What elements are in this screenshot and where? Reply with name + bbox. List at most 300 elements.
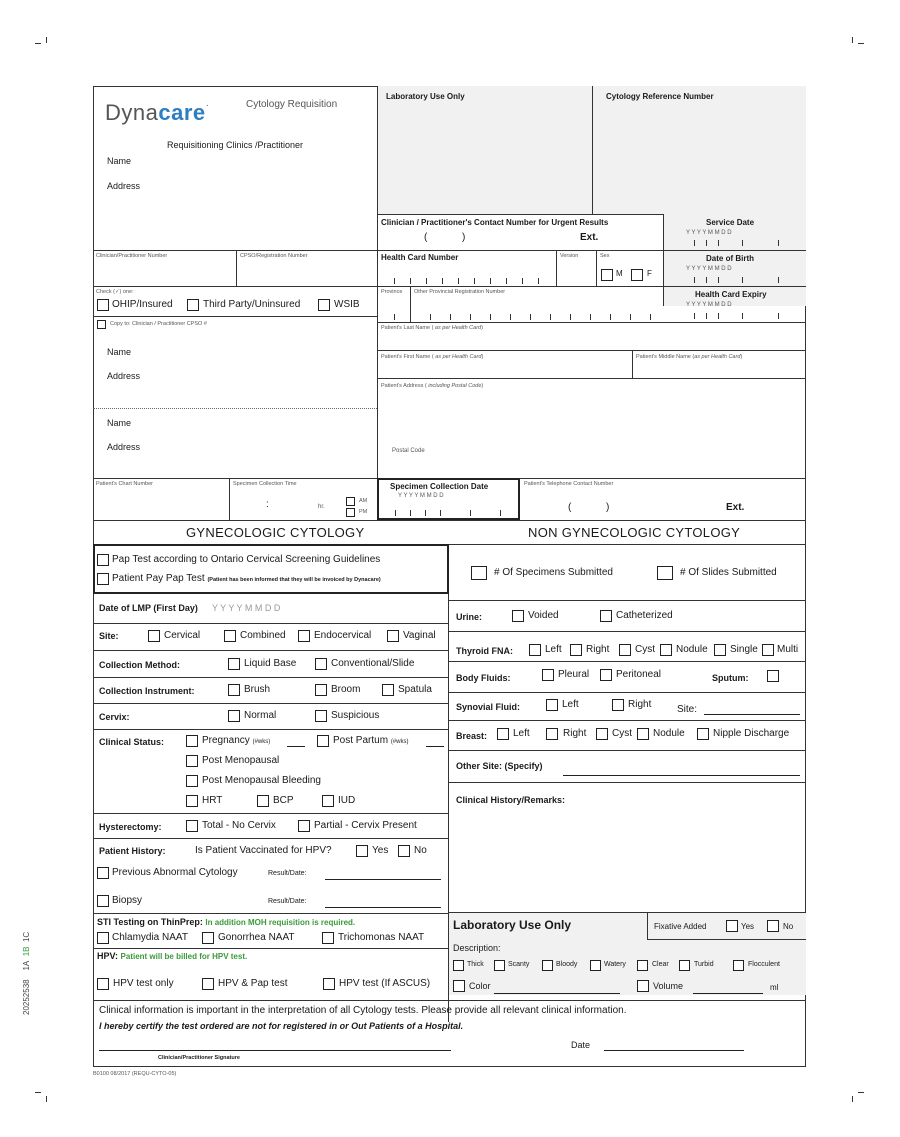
tick	[742, 240, 743, 246]
thyroid-multi-label: Multi	[777, 644, 799, 655]
tick	[610, 314, 611, 320]
thyroid-cyst-label: Cyst	[635, 644, 655, 655]
urgent-paren-close: )	[462, 232, 466, 243]
tick	[410, 510, 411, 516]
divider	[410, 286, 411, 322]
clear-checkbox[interactable]	[637, 960, 648, 971]
broom-checkbox[interactable]	[315, 684, 327, 696]
thyroid-nodule-label: Nodule	[676, 644, 708, 655]
tick	[706, 313, 707, 319]
crop-mark	[858, 1092, 864, 1093]
divider	[236, 250, 237, 286]
combined-checkbox[interactable]	[224, 630, 236, 642]
suspicious-checkbox[interactable]	[315, 710, 327, 722]
divider	[93, 703, 449, 704]
divider	[448, 631, 806, 632]
turbid-checkbox[interactable]	[679, 960, 690, 971]
divider	[93, 913, 449, 914]
tick	[430, 314, 431, 320]
tick	[706, 240, 707, 246]
tick	[440, 510, 441, 516]
collection-time-label: Specimen Collection Time	[233, 481, 297, 487]
hpv-only-checkbox[interactable]	[97, 978, 109, 990]
pm-checkbox[interactable]	[346, 508, 355, 517]
brand-logo: Dynacare·	[105, 100, 210, 125]
sex-f-label: F	[647, 269, 652, 278]
copy-name-label: Name	[107, 347, 132, 357]
ml-label: ml	[770, 983, 779, 992]
am-checkbox[interactable]	[346, 497, 355, 506]
tick	[694, 240, 695, 246]
sex-m-label: M	[616, 269, 623, 278]
watery-label: Watery	[604, 961, 626, 968]
last-name-label: Patient's Last Name ( as per Health Card)	[381, 325, 483, 331]
divider	[93, 286, 806, 287]
hr-label: hr.	[318, 504, 325, 510]
divider	[93, 250, 806, 251]
other-prov-label: Other Provincial Registration Number	[414, 289, 506, 295]
divider	[93, 948, 449, 949]
cervical-label: Cervical	[164, 630, 201, 641]
check-one-label: Check (✓) one:	[96, 289, 134, 295]
wsib-checkbox[interactable]	[318, 299, 330, 311]
total-label: Total - No Cervix	[202, 820, 276, 831]
catheterized-checkbox[interactable]	[600, 610, 612, 622]
normal-checkbox[interactable]	[228, 710, 240, 722]
certify-text: I hereby certify the test ordered are not for registered in or Out Patients of a Hospital.	[99, 1021, 464, 1031]
third-party-checkbox[interactable]	[187, 299, 199, 311]
pap-guidelines-label: Pap Test according to Ontario Cervical Screening Guidelines	[112, 554, 381, 565]
voided-checkbox[interactable]	[512, 610, 524, 622]
bcp-checkbox[interactable]	[257, 795, 269, 807]
cpso-number-label: CPSO/Registration Number	[240, 253, 308, 259]
clinical-history-area[interactable]	[449, 810, 805, 911]
nongyn-heading: NON GYNECOLOGIC CYTOLOGY	[528, 525, 741, 540]
synovial-site-line[interactable]	[704, 714, 800, 715]
post-menopausal-checkbox[interactable]	[186, 755, 198, 767]
hpv-label: HPV: Patient will be billed for HPV test.	[97, 951, 248, 961]
tick	[694, 313, 695, 319]
tick	[650, 314, 651, 320]
vaccinated-label: Is Patient Vaccinated for HPV?	[195, 845, 332, 856]
liquid-base-label: Liquid Base	[244, 658, 297, 669]
dob-label: Date of Birth	[706, 254, 754, 263]
tel-paren-close: )	[606, 502, 610, 513]
vaccinated-yes-checkbox[interactable]	[356, 845, 368, 857]
divider	[448, 720, 806, 721]
form-title: Cytology Requisition	[246, 99, 338, 110]
flocculent-checkbox[interactable]	[733, 960, 744, 971]
hpv-pap-label: HPV & Pap test	[218, 978, 288, 989]
pleural-checkbox[interactable]	[542, 669, 554, 681]
sex-label: Sex	[600, 253, 610, 259]
tick	[506, 278, 507, 284]
crop-mark	[858, 43, 864, 44]
tick	[470, 510, 471, 516]
endocervical-checkbox[interactable]	[298, 630, 310, 642]
divider	[596, 250, 597, 286]
tick	[410, 278, 411, 284]
cervical-checkbox[interactable]	[148, 630, 160, 642]
liquid-base-checkbox[interactable]	[228, 658, 240, 670]
lmp-label: Date of LMP (First Day)	[99, 603, 198, 613]
service-date-label: Service Date	[706, 218, 755, 227]
thyroid-label: Thyroid FNA:	[456, 646, 513, 656]
synovial-label: Synovial Fluid:	[456, 702, 521, 712]
biopsy-checkbox[interactable]	[97, 895, 109, 907]
watery-checkbox[interactable]	[590, 960, 601, 971]
num-slides-box[interactable]	[657, 566, 673, 580]
divider	[93, 520, 806, 521]
thyroid-multi-checkbox[interactable]	[762, 644, 774, 656]
scanty-label: Scanty	[508, 961, 530, 968]
synovial-left-label: Left	[562, 699, 579, 710]
divider	[229, 478, 230, 520]
hrt-checkbox[interactable]	[186, 795, 198, 807]
tick	[394, 314, 395, 320]
date-line[interactable]	[604, 1050, 744, 1051]
cytology-ref-label: Cytology Reference Number	[606, 92, 714, 101]
tick	[742, 313, 743, 319]
divider	[93, 650, 449, 651]
crop-mark	[35, 1092, 41, 1093]
crop-mark	[852, 37, 853, 43]
tick	[425, 510, 426, 516]
divider	[93, 729, 449, 730]
patient-history-label: Patient History:	[99, 846, 166, 856]
copy-to-label: Copy to: Clinician / Practitioner CPSO #	[110, 321, 207, 327]
biopsy-label: Biopsy	[112, 895, 143, 906]
num-specimens-label: # Of Specimens Submitted	[494, 567, 613, 578]
side-code: 20252538 1A 1B 1C	[22, 931, 31, 1015]
divider	[448, 750, 806, 751]
volume-checkbox[interactable]	[637, 980, 649, 992]
thick-label: Thick	[467, 961, 484, 968]
prev-result-date-line[interactable]	[325, 879, 441, 880]
urine-label: Urine:	[456, 612, 483, 622]
breast-right-checkbox[interactable]	[546, 728, 558, 740]
tel-paren-open: (	[568, 502, 572, 513]
crop-mark	[46, 1096, 47, 1102]
tick	[718, 240, 719, 246]
thyroid-single-checkbox[interactable]	[714, 644, 726, 656]
tick	[490, 314, 491, 320]
divider	[377, 350, 806, 351]
tick	[522, 278, 523, 284]
thyroid-cyst-checkbox[interactable]	[619, 644, 631, 656]
divider	[448, 782, 806, 783]
time-colon: :	[266, 499, 269, 510]
tick	[510, 314, 511, 320]
tick	[450, 314, 451, 320]
num-specimens-box[interactable]	[471, 566, 487, 580]
fixative-no-checkbox[interactable]	[767, 920, 779, 932]
vaginal-label: Vaginal	[403, 630, 436, 641]
urgent-ext-label: Ext.	[580, 232, 599, 243]
conventional-label: Conventional/Slide	[331, 658, 415, 669]
hc-expiry-ymd: Y Y Y Y M M D D	[686, 302, 732, 308]
thyroid-left-label: Left	[545, 644, 562, 655]
vaginal-checkbox[interactable]	[387, 630, 399, 642]
other-site-label: Other Site: (Specify)	[456, 761, 543, 771]
voided-label: Voided	[528, 610, 559, 621]
vaccinated-no-checkbox[interactable]	[398, 845, 410, 857]
nipple-checkbox[interactable]	[697, 728, 709, 740]
description-label: Description:	[453, 943, 501, 953]
chlamydia-checkbox[interactable]	[97, 932, 109, 944]
post-meno-bleeding-label: Post Menopausal Bleeding	[202, 775, 321, 786]
cervix-label: Cervix:	[99, 712, 130, 722]
tick	[570, 314, 571, 320]
pap-guidelines-checkbox[interactable]	[97, 554, 109, 566]
chart-number-label: Patient's Chart Number	[96, 481, 153, 487]
urgent-contact-label: Clinician / Practitioner's Contact Number for Urgent Results	[381, 218, 609, 227]
signature-line[interactable]	[99, 1050, 451, 1051]
address-label: Address	[107, 181, 141, 191]
volume-line[interactable]	[693, 993, 763, 994]
peritoneal-label: Peritoneal	[616, 669, 662, 680]
sti-label: STI Testing on ThinPrep: In addition MOH requisition is required.	[97, 917, 356, 927]
divider	[448, 661, 806, 662]
color-line[interactable]	[494, 993, 620, 994]
breast-right-label: Right	[563, 728, 587, 739]
pregnancy-wks-line	[287, 746, 305, 747]
crop-mark	[46, 37, 47, 43]
middle-name-label: Patient's Middle Name (as per Health Card)	[636, 354, 743, 360]
fixative-yes-label: Yes	[741, 922, 755, 931]
brush-label: Brush	[244, 684, 271, 695]
breast-nodule-checkbox[interactable]	[637, 728, 649, 740]
tick	[470, 314, 471, 320]
gonorrhea-checkbox[interactable]	[202, 932, 214, 944]
normal-label: Normal	[244, 710, 277, 721]
trichomonas-checkbox[interactable]	[322, 932, 334, 944]
num-slides-label: # Of Slides Submitted	[680, 567, 777, 578]
brush-checkbox[interactable]	[228, 684, 240, 696]
breast-cyst-checkbox[interactable]	[596, 728, 608, 740]
post-partum-label: Post Partum (#wks)	[333, 735, 409, 746]
copy-to-checkbox[interactable]	[97, 320, 106, 329]
broom-label: Broom	[331, 684, 361, 695]
tick	[778, 277, 779, 283]
service-date-ymd: Y Y Y Y M M D D	[686, 230, 732, 236]
prev-abnormal-label: Previous Abnormal Cytology	[112, 867, 238, 878]
post-partum-checkbox[interactable]	[317, 735, 329, 747]
hysterectomy-label: Hysterectomy:	[99, 822, 162, 832]
thyroid-left-checkbox[interactable]	[529, 644, 541, 656]
third-party-label: Third Party/Uninsured	[203, 299, 301, 310]
clinical-status-label: Clinical Status:	[99, 737, 165, 747]
divider	[556, 250, 557, 286]
tick	[718, 277, 719, 283]
suspicious-label: Suspicious	[331, 710, 380, 721]
sex-m-checkbox[interactable]	[601, 269, 613, 281]
tick	[394, 278, 395, 284]
synovial-site-label: Site:	[677, 704, 698, 715]
copy2-address-label: Address	[107, 442, 141, 452]
tick	[590, 314, 591, 320]
urgent-paren-open: (	[424, 232, 428, 243]
combined-label: Combined	[240, 630, 286, 641]
signature-label: Clinician/Practitioner Signature	[158, 1055, 240, 1061]
copy-address-label: Address	[107, 371, 141, 381]
synovial-right-checkbox[interactable]	[612, 699, 624, 711]
divider	[592, 86, 593, 214]
hpv-only-label: HPV test only	[113, 978, 174, 989]
patient-pay-label: Patient Pay Pap Test (Patient has been informed that they will be invoiced by Dynacare)	[112, 573, 381, 584]
tick	[778, 240, 779, 246]
lab-use-bottom-label: Laboratory Use Only	[453, 918, 572, 932]
color-checkbox[interactable]	[453, 980, 465, 992]
breast-cyst-label: Cyst	[612, 728, 632, 739]
turbid-label: Turbid	[694, 961, 714, 968]
telephone-label: Patient's Telephone Contact Number	[524, 481, 614, 487]
pleural-label: Pleural	[558, 669, 590, 680]
divider	[377, 378, 806, 379]
sputum-checkbox[interactable]	[767, 670, 779, 682]
clinician-number-label: Clinician/Practitioner Number	[96, 253, 168, 259]
tick	[706, 277, 707, 283]
copy2-name-label: Name	[107, 418, 132, 428]
divider	[448, 600, 806, 601]
thyroid-nodule-checkbox[interactable]	[660, 644, 672, 656]
partial-label: Partial - Cervix Present	[314, 820, 417, 831]
tick	[630, 314, 631, 320]
gyn-heading: GYNECOLOGIC CYTOLOGY	[186, 525, 365, 540]
tick	[458, 278, 459, 284]
sputum-label: Sputum:	[712, 673, 749, 683]
clear-label: Clear	[652, 961, 669, 968]
catheterized-label: Catheterized	[616, 610, 673, 621]
breast-nodule-label: Nodule	[653, 728, 685, 739]
thick-checkbox[interactable]	[453, 960, 464, 971]
partial-checkbox[interactable]	[298, 820, 310, 832]
name-label: Name	[107, 156, 132, 166]
lab-use-only-label: Laboratory Use Only	[386, 92, 465, 101]
chlamydia-label: Chlamydia NAAT	[112, 932, 188, 943]
tick	[550, 314, 551, 320]
biopsy-result-date-label: Result/Date:	[268, 898, 307, 905]
divider	[448, 692, 806, 693]
scanty-checkbox[interactable]	[494, 960, 505, 971]
tick	[500, 510, 501, 516]
hpv-pap-checkbox[interactable]	[202, 978, 214, 990]
prev-result-date-label: Result/Date:	[268, 870, 307, 877]
peritoneal-checkbox[interactable]	[600, 669, 612, 681]
color-label: Color	[469, 981, 491, 991]
pregnancy-checkbox[interactable]	[186, 735, 198, 747]
gonorrhea-label: Gonorrhea NAAT	[218, 932, 295, 943]
clinical-info-text: Clinical information is important in the interpretation of all Cytology tests. Please provide all relevant clinical information.	[99, 1005, 627, 1016]
spatula-checkbox[interactable]	[382, 684, 394, 696]
dob-ymd: Y Y Y Y M M D D	[686, 266, 732, 272]
endocervical-label: Endocervical	[314, 630, 372, 641]
breast-label: Breast:	[456, 731, 488, 741]
crop-mark	[35, 43, 41, 44]
volume-label: Volume	[653, 981, 684, 991]
fixative-yes-checkbox[interactable]	[726, 920, 738, 932]
nipple-label: Nipple Discharge	[713, 728, 790, 739]
divider	[93, 316, 377, 317]
biopsy-result-date-line[interactable]	[325, 907, 441, 908]
bloody-label: Bloody	[556, 961, 578, 968]
tick	[426, 278, 427, 284]
postal-code-label: Postal Code	[392, 448, 425, 454]
hrt-label: HRT	[202, 795, 223, 806]
post-menopausal-label: Post Menopausal	[202, 755, 280, 766]
synovial-left-checkbox[interactable]	[546, 699, 558, 711]
divider	[93, 408, 377, 409]
first-name-label: Patient's First Name ( as per Health Card)	[381, 354, 484, 360]
ohip-label: OHIP/Insured	[112, 299, 173, 310]
wsib-label: WSIB	[334, 299, 360, 310]
iud-label: IUD	[338, 795, 356, 806]
fixative-no-label: No	[783, 922, 794, 931]
form-code: B0100 08/2017 (REQU-CYTO-05)	[93, 1071, 177, 1077]
bloody-checkbox[interactable]	[542, 960, 553, 971]
tick	[742, 277, 743, 283]
fixative-label: Fixative Added	[654, 922, 707, 931]
conventional-checkbox[interactable]	[315, 658, 327, 670]
divider	[93, 623, 449, 624]
breast-left-checkbox[interactable]	[497, 728, 509, 740]
requisitioning-label: Requisitioning Clinics /Practitioner	[167, 140, 304, 150]
collection-method-label: Collection Method:	[99, 660, 180, 670]
patient-address-label: Patient's Address ( including Postal Code)	[381, 383, 484, 389]
sex-f-checkbox[interactable]	[631, 269, 643, 281]
date-label: Date	[571, 1040, 591, 1050]
prev-abnormal-checkbox[interactable]	[97, 867, 109, 879]
tick	[694, 277, 695, 283]
other-site-line[interactable]	[563, 775, 800, 776]
hc-expiry-label: Health Card Expiry	[695, 290, 767, 299]
post-meno-bleeding-checkbox[interactable]	[186, 775, 198, 787]
collection-date-ymd: Y Y Y Y M M D D	[398, 493, 444, 499]
spatula-label: Spatula	[398, 684, 432, 695]
tick	[490, 278, 491, 284]
divider	[632, 350, 633, 378]
total-checkbox[interactable]	[186, 820, 198, 832]
iud-checkbox[interactable]	[322, 795, 334, 807]
thyroid-single-label: Single	[730, 644, 758, 655]
version-label: Version	[560, 253, 579, 259]
ohip-checkbox[interactable]	[97, 299, 109, 311]
collection-date-label: Specimen Collection Date	[390, 482, 489, 491]
hpv-ascus-checkbox[interactable]	[323, 978, 335, 990]
divider	[93, 1000, 806, 1001]
collection-instrument-label: Collection Instrument:	[99, 686, 195, 696]
thyroid-right-checkbox[interactable]	[570, 644, 582, 656]
tick	[395, 510, 396, 516]
thyroid-right-label: Right	[586, 644, 610, 655]
synovial-right-label: Right	[628, 699, 652, 710]
divider	[377, 322, 806, 323]
divider	[377, 214, 378, 520]
pm-label: PM	[359, 509, 368, 515]
vaccinated-yes-label: Yes	[372, 845, 389, 856]
patient-pay-checkbox[interactable]	[97, 573, 109, 585]
flocculent-label: Flocculent	[748, 961, 780, 968]
body-fluids-label: Body Fluids:	[456, 673, 511, 683]
breast-left-label: Left	[513, 728, 530, 739]
tick	[538, 278, 539, 284]
am-label: AM	[359, 498, 368, 504]
tick	[474, 278, 475, 284]
crop-mark	[852, 1096, 853, 1102]
clinical-history-label: Clinical History/Remarks:	[456, 795, 566, 805]
lmp-ymd: Y Y Y Y M M D D	[212, 603, 281, 613]
tick	[442, 278, 443, 284]
